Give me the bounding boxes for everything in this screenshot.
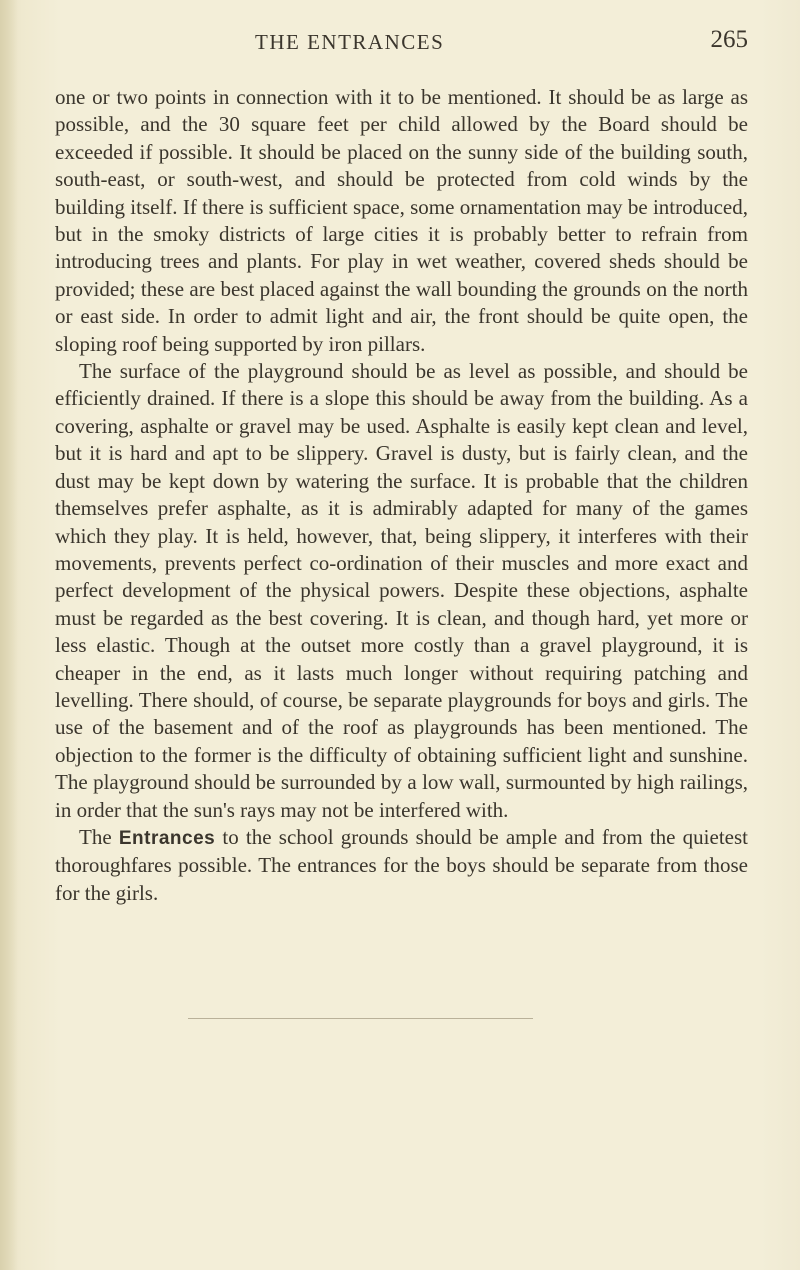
running-title: THE ENTRANCES <box>255 30 445 54</box>
paragraph-3 <box>55 824 748 907</box>
body-text <box>55 84 748 907</box>
paragraph-3-lead: The <box>79 824 112 849</box>
paragraph-1: one or two points in connection with it to be mentioned. It should be as large as possible, and the 30 square feet per child allowed by the Board should be exceeded if possible. It should be placed on the sunny side of the building south, south-east, or south-west, and should be protected from cold winds by the building itself. If there is sufficient space, some ornamentation may be introduced, but in the smoky districts of large cities it is probably better to refrain from introducing trees and plants. For play in wet weather, covered sheds should be provided; these are best placed against the wall bounding the grounds on the north or east side. In order to admit light and air, the front should be quite open, the sloping roof being supported by iron pillars. <box>55 85 748 356</box>
paragraph-3-term: Entrances <box>118 827 216 849</box>
page-number: 265 <box>710 26 748 53</box>
running-head <box>55 22 748 62</box>
paragraph-2: The surface of the playground should be as level as possible, and should be efficiently drained. If there is a slope this should be away from the building. As a covering, asphalte or gravel may be used. Asphalte is easily kept clean and level, but it is hard and apt to be slippery. Gravel is dusty, but is fairly clean, and the dust may be kept down by watering the surface. It is probable that the children themselves prefer asphalte, as it is admirably adapted for many of the games which they play. It is held, however, that, being slippery, it interferes with their movements, prevents perfect co-ordination of their muscles and more exact and perfect development of the physical powers. Despite these objections, asphalte must be regarded as the best covering. It is clean, and though hard, yet more or less elastic. Though at the outset more costly than a gravel playground, it is cheaper in the end, as it lasts much longer without requiring patching and levelling. There should, of course, be separate playgrounds for boys and girls. The use of the basement and of the roof as playgrounds has been mentioned. The objection to the former is the difficulty of obtaining sufficient light and sunshine. The playground should be surrounded by a low wall, surmounted by high railings, in order that the sun's rays may not be interfered with. <box>55 359 748 822</box>
gutter-shadow <box>0 0 18 1270</box>
paragraph-3-rest: to the school grounds should be ample and from the quietest thoroughfares possible. The entrances for the boys should be separate from those for the girls. <box>55 824 748 905</box>
closing-rule <box>188 1018 533 1019</box>
